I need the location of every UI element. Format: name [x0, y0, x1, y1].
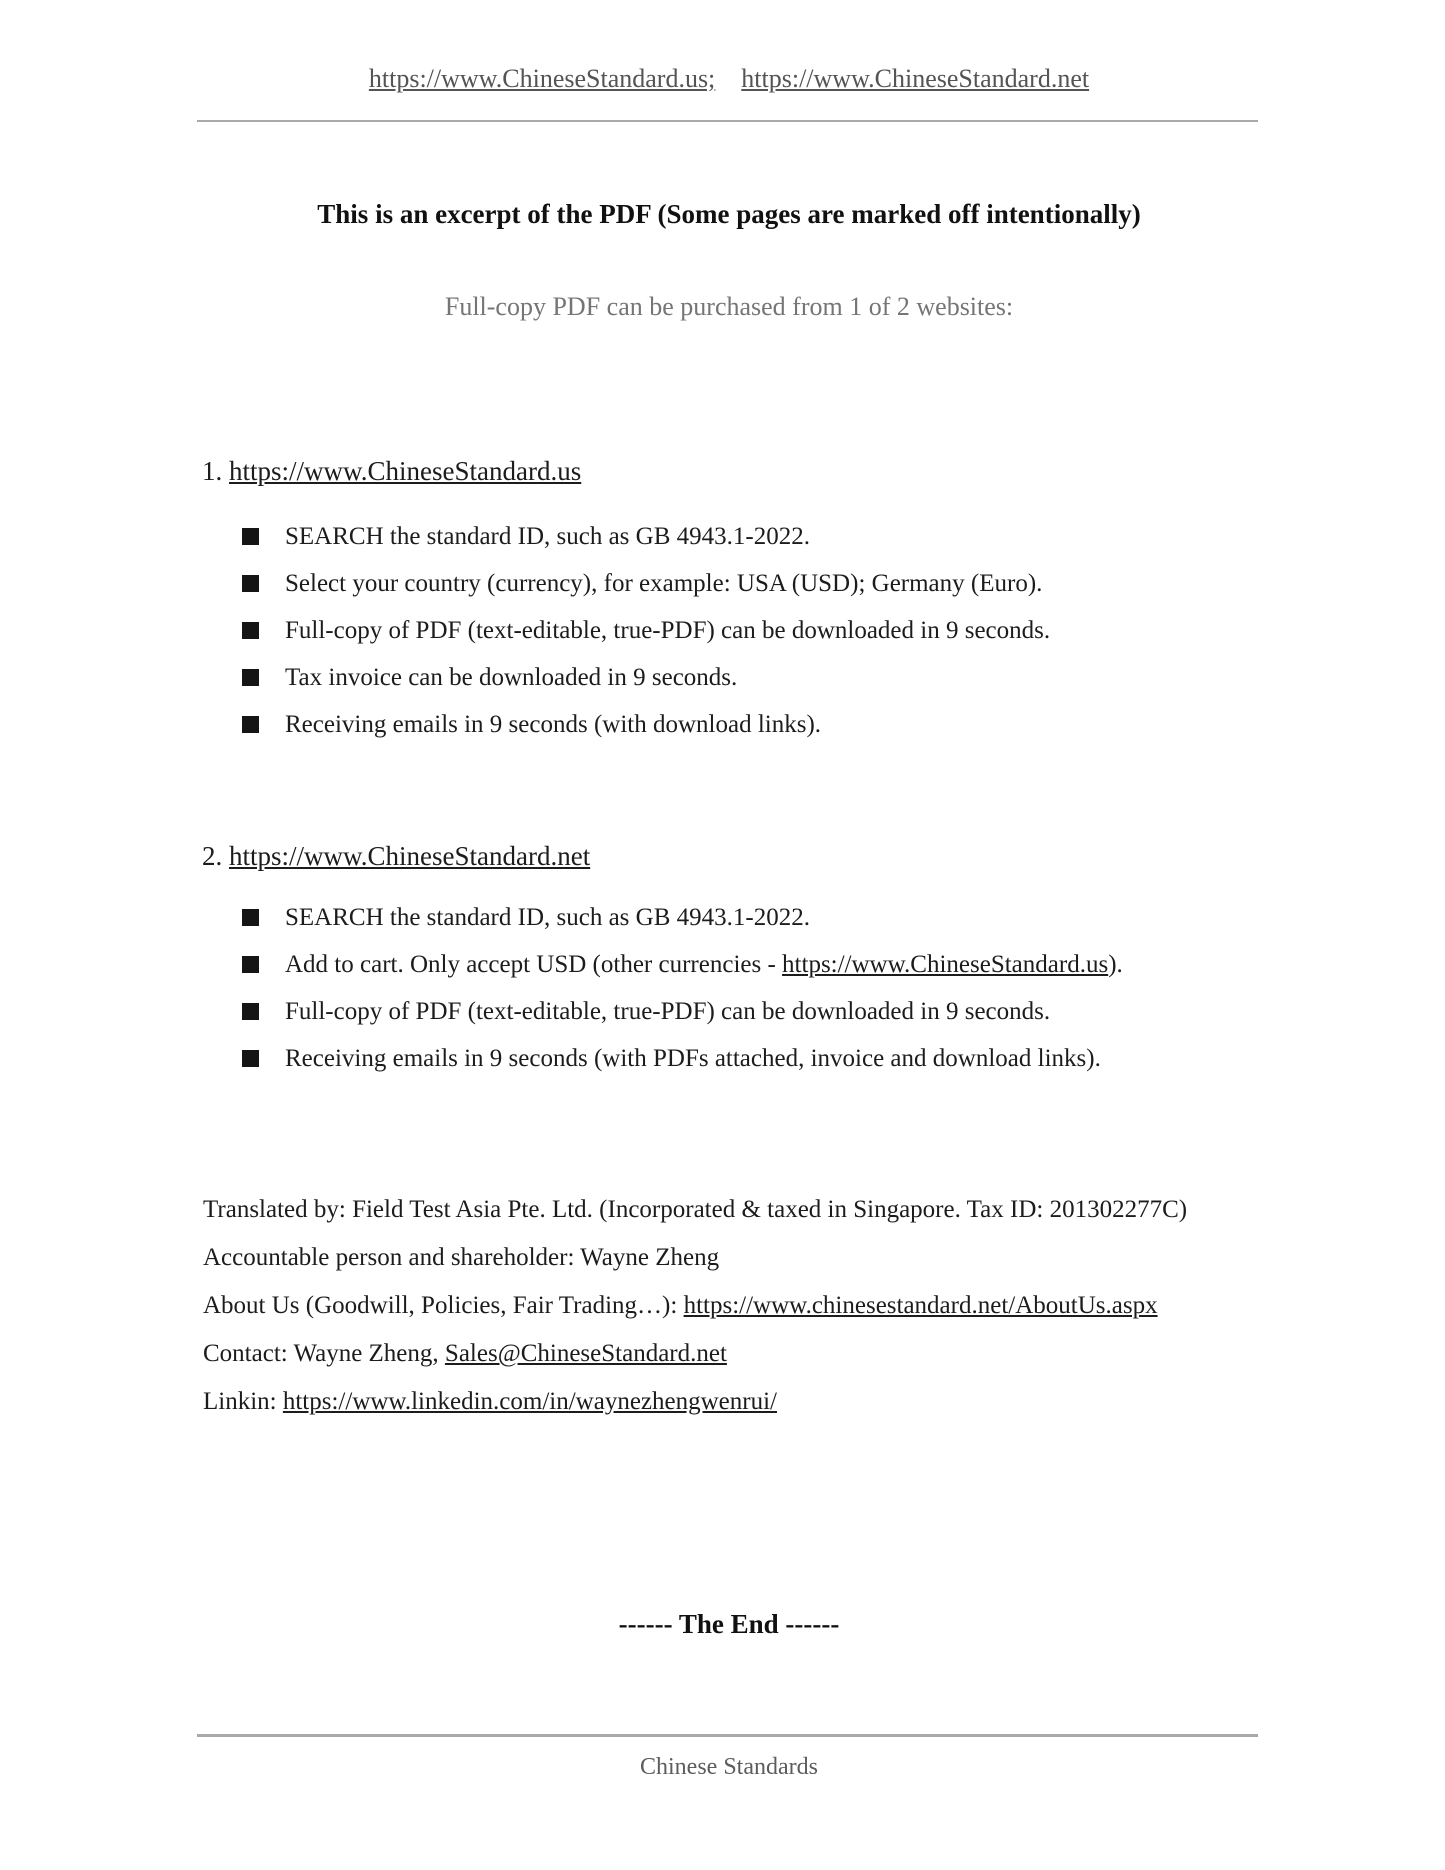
list-item [200, 996, 1123, 1027]
section2-heading [202, 841, 590, 872]
about-us-label: About Us (Goodwill, Policies, Fair Trading…): [203, 1292, 684, 1319]
bullet-square-icon [242, 716, 259, 733]
linkedin-link[interactable]: https://www.linkedin.com/in/waynezhengwenrui/ [282, 1388, 777, 1415]
bullet-square-icon [242, 575, 259, 592]
list-item [200, 568, 1050, 599]
contact-label: Contact: Wayne Zheng, [203, 1340, 445, 1367]
about-us-line [203, 1282, 1443, 1330]
bullet-item-text: Full-copy of PDF (text-editable, true-PDF) can be downloaded in 9 seconds. [285, 616, 1051, 644]
section1-number: 1. [202, 456, 229, 486]
list-item [200, 1043, 1123, 1074]
header-link-chinesestandard-net[interactable]: https://www.ChineseStandard.net [741, 64, 1090, 93]
end-marker: ------ The End ------ [618, 1609, 840, 1639]
footer-text: Chinese Standards [640, 1754, 818, 1780]
bullet-square-icon [242, 622, 259, 639]
inline-link-chinesestandard-us[interactable]: https://www.ChineseStandard.us [782, 950, 1109, 978]
section2-bullet-list [200, 902, 1123, 1090]
bullet-text-post: ). [1108, 950, 1123, 978]
sales-email-link[interactable]: Sales@ChineseStandard.net [444, 1340, 727, 1367]
list-item [200, 902, 1123, 933]
bullet-square-icon [242, 1050, 259, 1067]
company-info-block [203, 1186, 1443, 1426]
list-item [200, 949, 1123, 980]
accountable-person-line: Accountable person and shareholder: Wayne Zheng [203, 1244, 720, 1271]
footer-divider [197, 1734, 1258, 1737]
section2-number: 2. [202, 841, 229, 871]
linkedin-label: Linkin: [203, 1388, 283, 1415]
bullet-text-pre: Add to cart. Only accept USD (other currencies - [285, 950, 783, 978]
list-item [200, 662, 1050, 693]
bullet-item-text: Select your country (currency), for example: USA (USD); Germany (Euro). [285, 569, 1043, 597]
page-header [200, 64, 1258, 94]
bullet-item-text: SEARCH the standard ID, such as GB 4943.1-2022. [285, 522, 810, 550]
bullet-item-text: Tax invoice can be downloaded in 9 seconds. [285, 663, 738, 691]
bullet-item-text: SEARCH the standard ID, such as GB 4943.1-2022. [285, 903, 810, 931]
bullet-square-icon [242, 956, 259, 973]
list-item [200, 615, 1050, 646]
list-item [200, 521, 1050, 552]
linkedin-line [203, 1378, 1443, 1426]
section1-link-chinesestandard-us[interactable]: https://www.ChineseStandard.us [229, 456, 582, 486]
section1-bullet-list [200, 521, 1050, 756]
bullet-item-text: Receiving emails in 9 seconds (with PDFs attached, invoice and download links). [285, 1044, 1101, 1072]
bullet-square-icon [242, 1003, 259, 1020]
section1-heading [202, 456, 581, 487]
bullet-square-icon [242, 669, 259, 686]
section2-link-chinesestandard-net[interactable]: https://www.ChineseStandard.net [229, 841, 591, 871]
bullet-square-icon [242, 528, 259, 545]
translated-by-line: Translated by: Field Test Asia Pte. Ltd. (Incorporated & taxed in Singapore. Tax ID: 201302277C) [203, 1196, 1188, 1223]
purchase-note: Full-copy PDF can be purchased from 1 of 2 websites: [444, 292, 1014, 321]
excerpt-title: This is an excerpt of the PDF (Some pages are marked off intentionally) [317, 199, 1141, 229]
list-item [200, 709, 1050, 740]
aboutus-link[interactable]: https://www.chinesestandard.net/AboutUs.aspx [683, 1292, 1158, 1319]
bullet-item-text [285, 951, 1123, 979]
bullet-item-text: Full-copy of PDF (text-editable, true-PDF) can be downloaded in 9 seconds. [285, 997, 1051, 1025]
bullet-item-text: Receiving emails in 9 seconds (with download links). [285, 710, 822, 738]
header-divider [197, 120, 1258, 122]
header-link-chinesestandard-us[interactable]: https://www.ChineseStandard.us; [368, 64, 716, 93]
contact-line [203, 1330, 1443, 1378]
bullet-square-icon [242, 909, 259, 926]
